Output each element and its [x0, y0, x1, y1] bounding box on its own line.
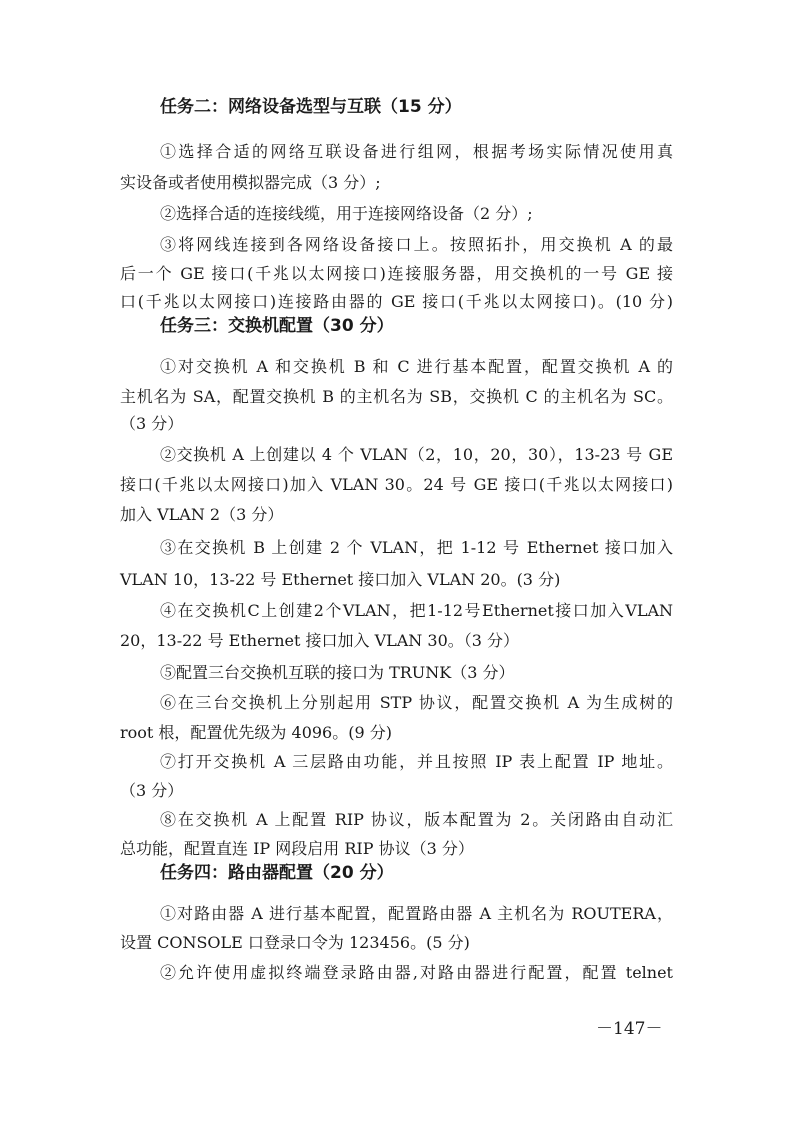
task2-item1-line1: ①选择合适的网络互联设备进行组网，根据考场实际情况使用真	[160, 142, 673, 161]
task3-item4-line1: ④在交换机C上创建2个VLAN，把1-12号Ethernet接口加入VLAN	[160, 601, 673, 620]
task3-item1-line2: 主机名为 SA，配置交换机 B 的主机名为 SB，交换机 C 的主机名为 SC。	[120, 387, 673, 406]
task2-item3-line1: ③将网线连接到各网络设备接口上。按照拓扑，用交换机 A 的最	[160, 235, 673, 254]
task3-item2-line2: 接口(千兆以太网接口)加入 VLAN 30。24 号 GE 接口(千兆以太网接口)	[120, 475, 673, 494]
task4-heading: 任务四：路由器配置（20 分）	[160, 863, 394, 883]
task3-item2-line1: ②交换机 A 上创建以 4 个 VLAN（2，10，20，30），13-23 号 GE	[160, 445, 673, 464]
task3-item5-line1: ⑤配置三台交换机互联的接口为 TRUNK（3 分）	[160, 663, 515, 682]
task2-heading: 任务二：网络设备选型与互联（15 分）	[160, 97, 462, 117]
task3-item1-line1: ①对交换机 A 和交换机 B 和 C 进行基本配置，配置交换机 A 的	[160, 357, 673, 376]
task4-item1-line1: ①对路由器 A 进行基本配置，配置路由器 A 主机名为 ROUTERA，	[160, 904, 673, 923]
task3-item3-line1: ③在交换机 B 上创建 2 个 VLAN，把 1-12 号 Ethernet 接口加入	[160, 538, 673, 557]
task3-item1-line3: （3 分）	[120, 414, 184, 433]
task4-item1-line2: 设置 CONSOLE 口登录口令为 123456。(5 分)	[120, 933, 470, 952]
task4-item2-line1: ②允许使用虚拟终端登录路由器,对路由器进行配置，配置 telnet	[160, 963, 673, 982]
task3-item6-line2: root 根，配置优先级为 4096。(9 分)	[120, 723, 392, 742]
task3-item7-line1: ⑦打开交换机 A 三层路由功能，并且按照 IP 表上配置 IP 地址。	[160, 752, 673, 771]
task3-item3-line2: VLAN 10，13-22 号 Ethernet 接口加入 VLAN 20。(3 分)	[120, 570, 561, 589]
task3-item8-line2: 总功能，配置直连 IP 网段启用 RIP 协议（3 分）	[120, 839, 474, 858]
task2-item3-line3: 口(千兆以太网接口)连接路由器的 GE 接口(千兆以太网接口)。(10 分)	[120, 292, 673, 311]
page-number: －147－	[596, 1019, 663, 1039]
task2-item2-line1: ②选择合适的连接线缆，用于连接网络设备（2 分）;	[160, 204, 533, 223]
task3-item2-line3: 加入 VLAN 2（3 分）	[120, 505, 284, 524]
task2-item3-line2: 后一个 GE 接口(千兆以太网接口)连接服务器，用交换机的一号 GE 接	[120, 264, 673, 283]
task3-heading: 任务三：交换机配置（30 分）	[160, 316, 394, 336]
task3-item8-line1: ⑧在交换机 A 上配置 RIP 协议，版本配置为 2。关闭路由自动汇	[160, 810, 673, 829]
task3-item6-line1: ⑥在三台交换机上分别起用 STP 协议，配置交换机 A 为生成树的	[160, 693, 673, 712]
task3-item4-line2: 20，13-22 号 Ethernet 接口加入 VLAN 30。（3 分）	[120, 631, 520, 650]
task3-item7-line2: （3 分）	[120, 781, 184, 800]
task2-item1-line2: 实设备或者使用模拟器完成（3 分）;	[120, 173, 381, 192]
